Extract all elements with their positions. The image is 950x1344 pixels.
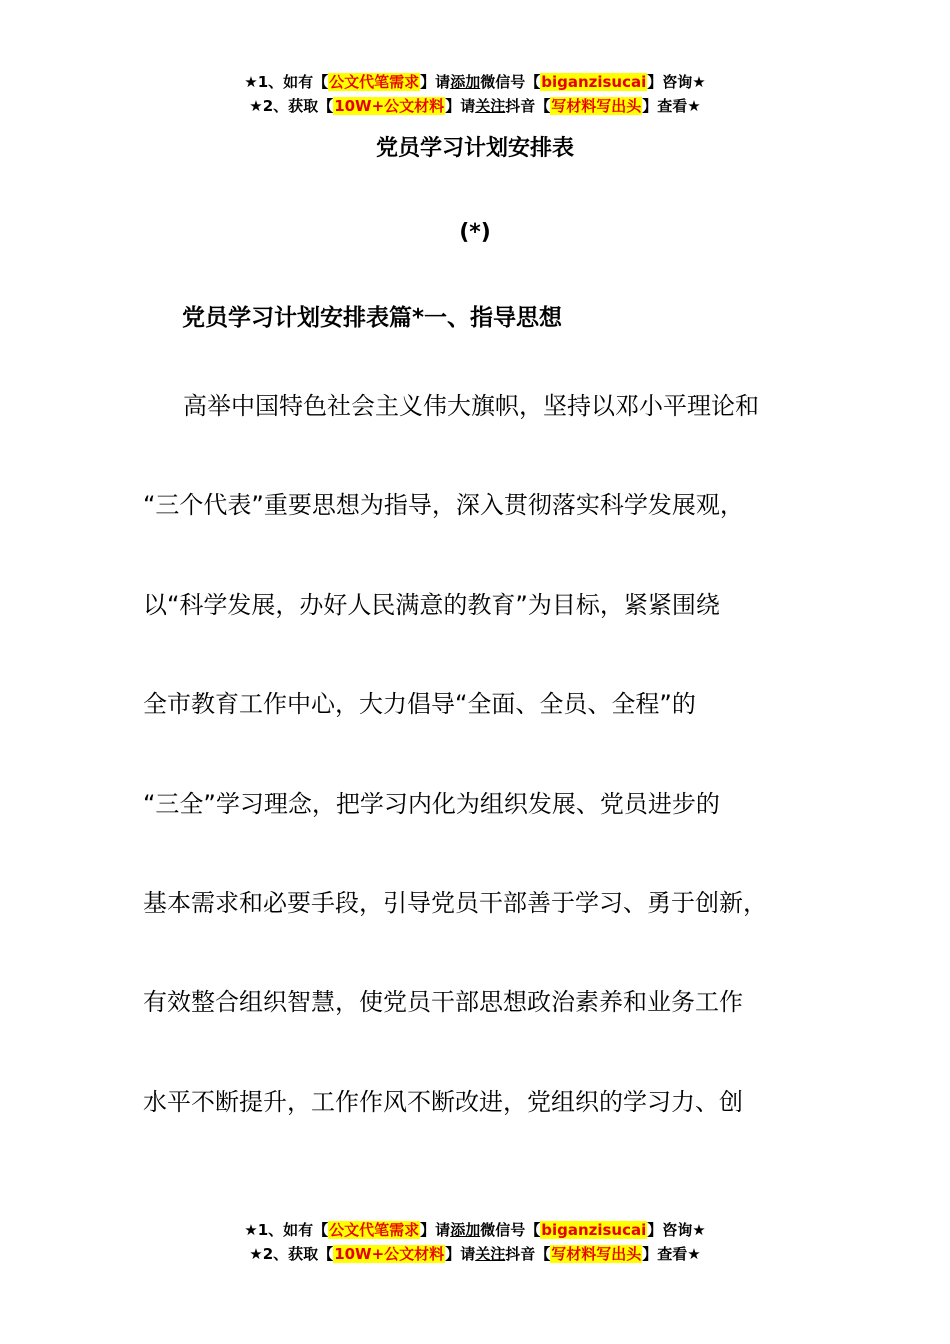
body-line: “三全”学习理念，把学习内化为组织发展、党员进步的	[143, 789, 720, 818]
banner-highlight: biganzisucai	[541, 1221, 647, 1239]
document-title: 党员学习计划安排表	[375, 136, 574, 161]
banner-highlight: 写材料写出头	[551, 1245, 642, 1263]
banner-line-1	[0, 70, 950, 94]
banner-highlight: 10W+公文材料	[334, 97, 445, 115]
banner-underlined: 关注	[475, 97, 506, 115]
banner-underlined: 添加	[450, 1221, 481, 1239]
banner-underlined: 关注	[475, 1245, 506, 1263]
banner-highlight: 写材料写出头	[551, 97, 642, 115]
banner-text: ★1、如有【	[244, 1221, 329, 1239]
body-paragraph	[143, 382, 823, 1177]
header-banner	[0, 70, 950, 118]
document-subtitle: (*)	[459, 220, 491, 245]
body-line: 水平不断提升，工作作风不断改进，党组织的学习力、创	[143, 1087, 743, 1116]
banner-highlight: biganzisucai	[541, 73, 647, 91]
footer-banner	[0, 1218, 950, 1266]
banner-text: 】请	[420, 73, 451, 91]
banner-text: ★2、获取【	[249, 97, 334, 115]
banner-text: 抖音【	[505, 1245, 551, 1263]
banner-highlight: 公文代笔需求	[329, 73, 420, 91]
body-line: 全市教育工作中心，大力倡导“全面、全员、全程”的	[143, 690, 696, 719]
banner-text: ★1、如有【	[244, 73, 329, 91]
banner-highlight: 10W+公文材料	[334, 1245, 445, 1263]
banner-line-2	[0, 94, 950, 118]
banner-underlined: 添加	[450, 73, 481, 91]
banner-text: 抖音【	[505, 97, 551, 115]
body-line: 基本需求和必要手段，引导党员干部善于学习、勇于创新，	[143, 888, 767, 917]
banner-text: ★2、获取【	[249, 1245, 334, 1263]
banner-text: 微信号【	[480, 1221, 541, 1239]
body-line: 高举中国特色社会主义伟大旗帜，坚持以邓小平理论和	[183, 392, 759, 420]
banner-text: 】查看★	[642, 1245, 701, 1263]
body-line: “三个代表”重要思想为指导，深入贯彻落实科学发展观，	[143, 491, 744, 520]
banner-line-1	[0, 1218, 950, 1242]
banner-text: 】查看★	[642, 97, 701, 115]
banner-highlight: 公文代笔需求	[329, 1221, 420, 1239]
body-line: 以“科学发展，办好人民满意的教育”为目标，紧紧围绕	[143, 590, 720, 619]
banner-text: 】请	[445, 1245, 476, 1263]
banner-text: 】请	[420, 1221, 451, 1239]
banner-text: 】咨询★	[647, 1221, 706, 1239]
banner-text: 】请	[445, 97, 476, 115]
section-heading: 党员学习计划安排表篇*一、指导思想	[182, 305, 563, 331]
banner-text: 微信号【	[480, 73, 541, 91]
banner-line-2	[0, 1242, 950, 1266]
body-line: 有效整合组织智慧，使党员干部思想政治素养和业务工作	[143, 988, 743, 1017]
banner-text: 】咨询★	[647, 73, 706, 91]
